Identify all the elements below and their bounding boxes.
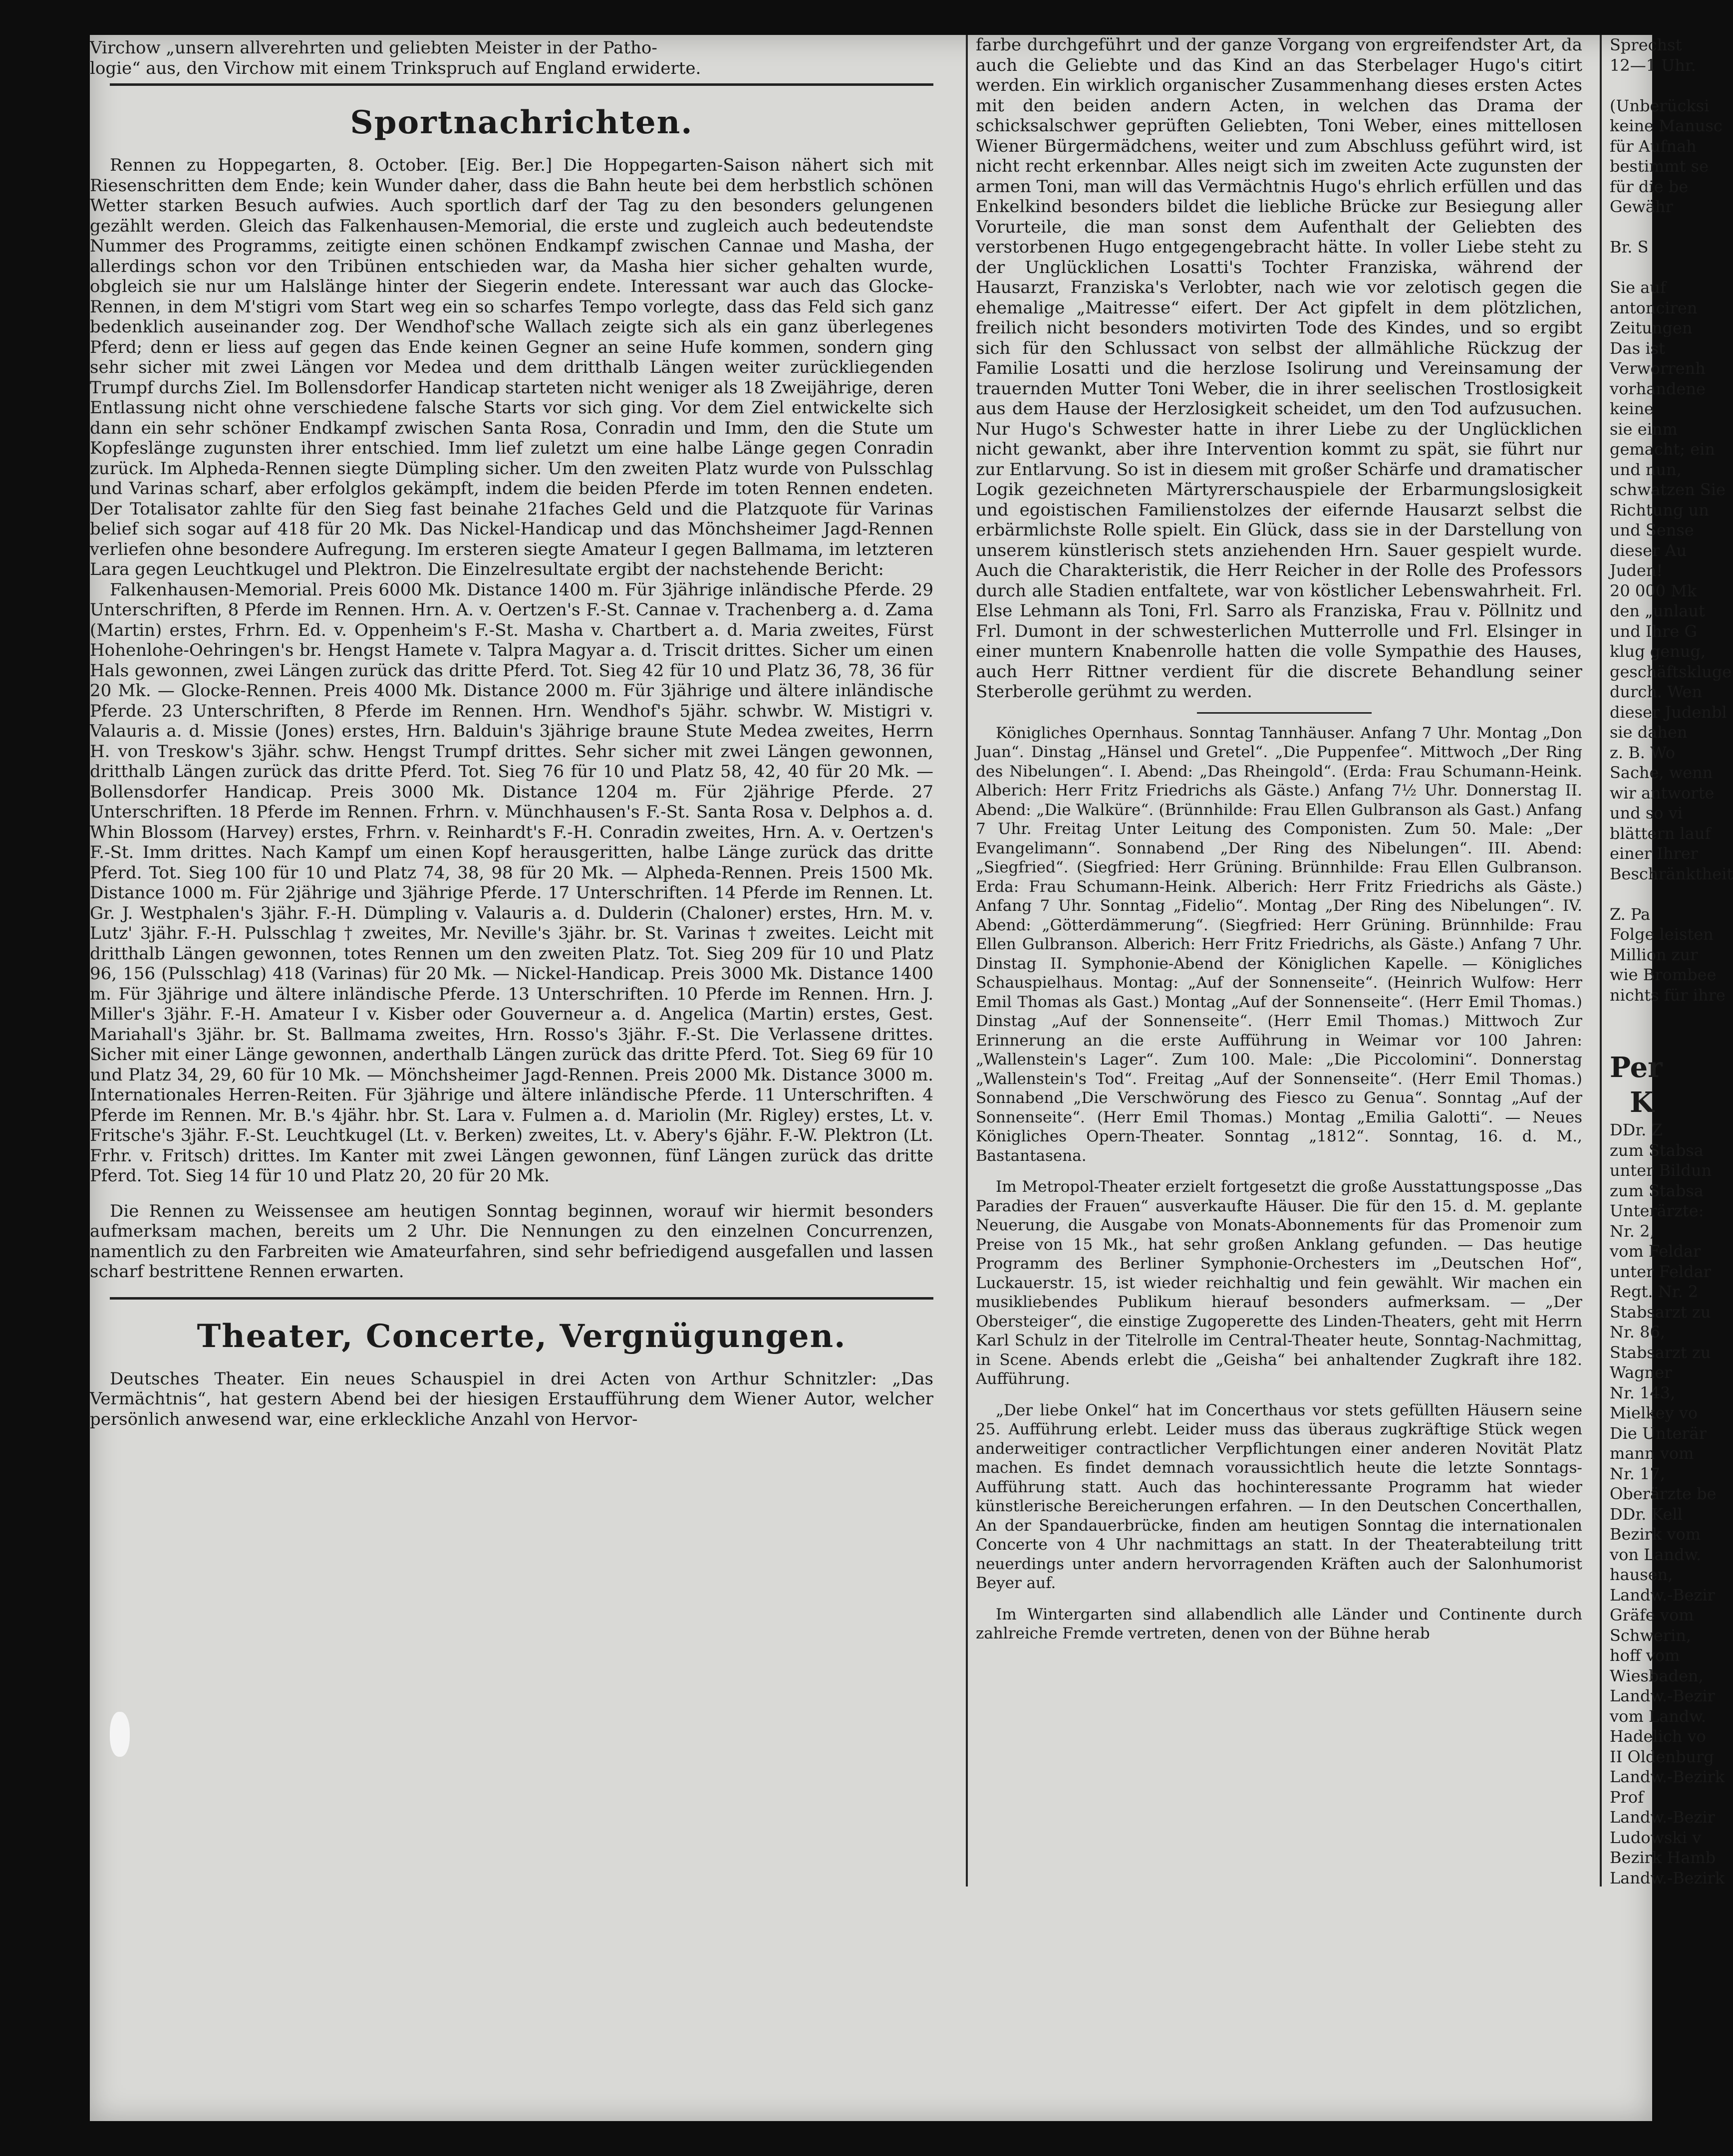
edge-line: Nr. 86,: [1610, 1323, 1666, 1342]
edge-text-bottom: [1610, 1120, 1725, 1888]
edge-line: 20 000 Mk: [1610, 581, 1697, 600]
edge-line: zum Stabsa: [1610, 1181, 1704, 1200]
sport-report-paragraph: Rennen zu Hoppegarten, 8. October. [Eig. Ber.] Die Hoppegarten-Saison nähert sich mit Riesenschritten dem Ende; kein Wunder daher, dass die Bahn heute bei dem herbstlich schönen Wetter starken Besuch aufwies. Auch sportlich darf der Tag zu den besonders gelungenen gezählt werden. Gleich das Falkenhausen-Memorial, die erste und zugleich auch bedeutendste Nummer des Programms, zeitigte einen schönen Endkampf zwischen Cannae und Masha, der allerdings schon vor den Tribünen entschieden war, da Masha hier sicher gehalten wurde, obgleich sie nur um Halslänge hinter der Siegerin endete. Interessant war auch das Glocke-Rennen, in dem M'stigri vom Start weg ein so scharfes Tempo vorlegte, dass das Feld sich ganz bedenklich auseinander zog. Der Wendhof'sche Wallach zeigte sich als ein ganz überlegenes Pferd; denn er liess auf gegen das Ende keinen Gegner an seine Hufe kommen, sondern ging sehr sicher mit zwei Längen vor Medea und dem dritthalb Längen weiter zurückliegenden Trumpf durchs Ziel. Im Bollensdorfer Handicap starteten nicht weniger als 18 Zweijährige, deren Entlassung nicht ohne verschiedene falsche Starts vor sich ging. Vor dem Ziel entwickelte sich dann ein sehr schöner Endkampf zwischen Santa Rosa, Conradin und Imm, den die Stute um Kopfeslänge zugunsten ihrer entschied. Imm lief zuletzt um eine halbe Länge gegen Conradin zurück. Im Alpheda-Rennen siegte Dümpling sicher. Um den zweiten Platz wurde von Pulsschlag und Varinas scharf, aber erfolglos gekämpft, indem die beiden Pferde im toten Rennen endeten. Der Totalisator zahlte für den Sieg fast beinahe 21faches Geld und die Platzquote für Varinas belief sich sogar auf 418 für 20 Mk. Das Nickel-Handicap und das Mönchsheimer Jagd-Rennen verliefen ohne besondere Aufregung. Im ersteren siegte Amateur I gegen Ballmama, im letzteren Lara gegen Leuchtkugel und Plektron. Die Einzelresultate ergibt der nachstehende Bericht:: [90, 155, 933, 579]
theater-paragraph: Deutsches Theater. Ein neues Schauspiel in drei Acten von Arthur Schnitzler: „Das Vermächtnis“, hat gestern Abend bei der hiesigen Erstaufführung dem Wiener Autor, welcher persönlich anwesend war, eine erkleckliche Anzahl von Hervor-: [90, 1368, 933, 1429]
edge-line: Beschränktheit: [1610, 864, 1733, 883]
edge-line: Landw.-Bezir: [1610, 1585, 1715, 1605]
edge-line: antonciren: [1610, 298, 1698, 317]
edge-line: DDr. Kell: [1610, 1504, 1683, 1524]
edge-line: [1610, 884, 1652, 904]
edge-line: hoff vom: [1610, 1646, 1680, 1665]
edge-line: klug genug,: [1610, 642, 1706, 661]
edge-line: Stabsarzt zu: [1610, 1343, 1711, 1362]
edge-line: unter Feldar: [1610, 1262, 1711, 1281]
edge-line: DDr. Z: [1610, 1120, 1663, 1139]
edge-line: unter Bildun: [1610, 1161, 1712, 1180]
edge-line: geschäftskluge: [1610, 662, 1732, 681]
edge-line: Landw.-Bezirk: [1610, 1868, 1725, 1887]
edge-line: II Oldenburg: [1610, 1747, 1714, 1766]
wintergarten-paragraph: Im Wintergarten sind allabendlich alle Länder und Continente durch zahlreiche Fremde vertreten, denen von der Bühne herab: [976, 1605, 1582, 1642]
edge-line: 12—1 Uhr.: [1610, 55, 1696, 75]
edge-line: Juden!: [1610, 561, 1663, 580]
edge-line: Landw.-Bezir: [1610, 1808, 1715, 1827]
metropol-paragraph: Im Metropol-Theater erzielt fortgesetzt die große Ausstattungsposse „Das Paradies der Frauen“ ausverkaufte Häuser. Die für den 15. d. M. geplante Neuerung, die Ausgabe von Monats-Abonnements für das Promenoir zum Preise von 15 Mk., hat sehr großen Anklang gefunden. — Das heutige Programm des Berliner Symphonie-Orchesters im „Deutschen Hof“, Luckauerstr. 15, ist wieder reichhaltig und fein gewählt. Wir machen ein musikliebendes Publikum hierauf besonders aufmerksam. — „Der Obersteiger“, die einstige Zugoperette des Linden-Theaters, geht mit Herrn Karl Schulz in der Titelrolle im Central-Theater heute, Sonntag-Nachmittag, in Scene. Abends erlebt die „Geisha“ bei anhaltender Zugkraft ihre 182. Aufführung.: [976, 1178, 1582, 1388]
top-line-2: logie“ aus, den Virchow mit einem Trinkspruch auf England erwiderte.: [90, 58, 701, 78]
edge-line: vom Landw.: [1610, 1706, 1707, 1726]
edge-line: Landw.-Bezirk: [1610, 1767, 1725, 1786]
edge-heading-line-1: Per: [1610, 1051, 1663, 1084]
edge-line: hausen,: [1610, 1565, 1673, 1584]
edge-line: Das ist: [1610, 338, 1665, 358]
column-rule: [1600, 35, 1602, 1886]
edge-line: sie einm: [1610, 419, 1678, 439]
section-divider: [110, 1297, 933, 1300]
edge-line: und so vi: [1610, 804, 1683, 822]
edge-line: wie Brombee: [1610, 965, 1717, 984]
edge-line: und Sense: [1610, 521, 1694, 539]
edge-heading: [1610, 1050, 1663, 1120]
edge-line: Bezirk Hamb: [1610, 1848, 1716, 1867]
edge-line: einer Ihrer: [1610, 844, 1698, 863]
edge-line: vorhandene: [1610, 379, 1706, 398]
edge-line: Gewähr: [1610, 197, 1673, 216]
edge-line: Million zur: [1610, 945, 1698, 964]
edge-line: sie dahen: [1610, 723, 1688, 742]
edge-line: gemacht; ein: [1610, 440, 1715, 459]
edge-line: für Aufnah: [1610, 136, 1697, 156]
edge-line: Wiesbaden,: [1610, 1666, 1704, 1685]
edge-line: Z. Pa: [1610, 904, 1651, 924]
edge-line: vom Feldar: [1610, 1242, 1701, 1261]
edge-line: Sprechst: [1610, 35, 1682, 54]
sport-section: [90, 155, 953, 1282]
edge-line: den „unlaut: [1610, 601, 1705, 620]
edge-text-top: [1610, 35, 1733, 1005]
sport-results-paragraph: Falkenhausen-Memorial. Preis 6000 Mk. Distance 1400 m. Für 3jährige inländische Pferde. 29 Unterschriften, 8 Pferde im Rennen. Hrn. A. v. Oertzen's F.-St. Cannae v. Trachenberg a. d. Zama (Martin) erstes, Frhrn. Ed. v. Oppenheim's F.-St. Masha v. Chartbert a. d. Maria zweites, Fürst Hohenlohe-Oehringen's br. Hengst Hamete v. Talpra Magyar a. d. Triscit drittes. Sicher um einen Hals gewonnen, zwei Längen zurück das dritte Pferd. Tot. Sieg 42 für 10 und Platz 36, 78, 36 für 20 Mk. — Glocke-Rennen. Preis 4000 Mk. Distance 2000 m. Für 3jährige und ältere inländische Pferde. 23 Unterschriften, 8 Pferde im Rennen. Hrn. Wendhof's 5jähr. schwbr. W. Mistigri v. Valauris a. d. Missie (Jones) erstes, Hrn. Balduin's 3jährige braune Stute Medea zweites, Herrn H. von Treskow's 3jähr. schw. Hengst Trumpf drittes. Sehr sicher mit zwei Längen gewonnen, dritthalb Längen zurück das dritte Pferd. Tot. Sieg 76 für 10 und Platz 58, 42, 40 für 20 Mk. — Bollensdorfer Handicap. Preis 3000 Mk. Distance 1204 m. Für 2jährige Pferde. 27 Unterschriften. 18 Pferde im Rennen. Frhrn. v. Münchhausen's F.-St. Santa Rosa v. Delphos a. d. Whin Blossom (Harvey) erstes, Frhrn. v. Reinhardt's F.-H. Conradin zweites, Hrn. A. v. Oertzen's F.-St. Imm drittes. Nach Kampf um einen Kopf herausgeritten, halbe Länge zurück das dritte Pferd. Tot. Sieg 100 für 10 und Platz 74, 38, 98 für 20 Mk. — Alpheda-Rennen. Preis 1500 Mk. Distance 1000 m. Für 2jährige und 3jährige Pferde. 17 Unterschriften. 14 Pferde im Rennen. Lt. Gr. J. Westphalen's 3jähr. F.-H. Dümpling v. Valauris a. d. Dulderin (Chaloner) erstes, Hrn. M. v. Lutz' 3jähr. F.-H. Pulsschlag † zweites, Mr. Neville's 3jähr. br. St. Varinas † zweites. Leicht mit dritthalb Längen gewonnen, totes Rennen um den zweiten Platz. Tot. Sieg 209 für 10 und Platz 96, 156 (Pulsschlag) 418 (Varinas) für 20 Mk. — Nickel-Handicap. Preis 3000 Mk. Distance 1400 m. Für 3jährige und ältere inländische Pferde. 13 Unterschriften. 10 Pferde im Rennen. Hrn. J. Miller's 3jähr. F.-H. Amateur I v. Kisber oder Gouverneur a. d. Angelica (Martin) erstes, Gest. Mariahall's 3jähr. br. St. Ballmama zweites, Hrn. Rosso's 3jähr. F.-St. Die Verlassene drittes. Sicher mit einer Länge gewonnen, anderthalb Längen zurück das dritte Pferd. Tot. Sieg 69 für 10 und Platz 34, 29, 60 für 10 Mk. — Mönchsheimer Jagd-Rennen. Preis 2000 Mk. Distance 3000 m. Internationales Herren-Reiten. Für 3jährige und ältere inländische Pferde. 11 Unterschriften. 4 Pferde im Rennen. Mr. B.'s 4jähr. hbr. St. Lara v. Fulmen a. d. Mariolin (Mr. Rigley) erstes, Lt. v. Fritsche's 3jähr. F.-St. Leuchtkugel (Lt. v. Berken) zweites, Lt. v. Abery's 6jähr. F.-W. Plektron (Lt. Frhr. v. Fritsch) drittes. Im Kanter mit zwei Längen gewonnen, fünf Längen zurück das dritte Pferd. Tot. Sieg 14 für 10 und Platz 20, 20 für 20 Mk.: [90, 579, 933, 1186]
paper-hole: [110, 1712, 130, 1757]
edge-line: Regt. Nr. 2: [1610, 1282, 1699, 1301]
edge-line: dieser Judenbl: [1610, 702, 1727, 722]
edge-line: Sache, wenn: [1610, 763, 1713, 782]
edge-line: Bezirk vom: [1610, 1525, 1701, 1544]
edge-line: keine: [1610, 399, 1654, 418]
edge-line: Unterärzte:: [1610, 1201, 1704, 1220]
edge-line: dieser Au: [1610, 540, 1687, 560]
edge-line: Hadelich vo: [1610, 1727, 1706, 1746]
opera-paragraph: Königliches Opernhaus. Sonntag Tannhäuser. Anfang 7 Uhr. Montag „Don Juan“. Dinstag „Hänsel und Gretel“. „Die Puppenfee“. Mittwoch „Der Ring des Nibelungen“. I. Abend: „Das Rheingold“. (Erda: Frau Schumann-Heink. Alberich: Herr Fritz Friedrichs als Gäste.) Anfang 7½ Uhr. Donnerstag II. Abend: „Die Walküre“. (Brünnhilde: Frau Ellen Gulbranson als Gast.) Anfang 7 Uhr. Freitag Unter Leitung des Componisten. Zum 50. Male: „Der Evangelimann“. Sonnabend „Der Ring des Nibelungen“. III. Abend: „Siegfried“. (Siegfried: Herr Grüning. Brünnhilde: Frau Ellen Gulbranson. Erda: Frau Schumann-Heink. Alberich: Herr Fritz Friedrichs als Gäste.) Anfang 7 Uhr. Sonntag „Fidelio“. Montag „Der Ring des Nibelungen“. IV. Abend: „Götterdämmerung“. (Siegfried: Herr Grüning. Brünnhilde: Frau Ellen Gulbranson. Alberich: Herr Fritz Friedrichs, als Gäste.) Anfang 7 Uhr. Dinstag II. Symphonie-Abend der Königlichen Kapelle. — Königliches Schauspielhaus. Montag: „Auf der Sonnenseite“. (Heinrich Wulfow: Herr Emil Thomas als Gast.) Montag „Auf der Sonnenseite“. (Herr Emil Thomas.) Dinstag „Auf der Sonnenseite“. (Herr Emil Thomas.) Mittwoch Zur Erinnerung an die erste Aufführung in Weimar vor 100 Jahren: „Wallenstein's Lager“. Zum 100. Male: „Die Piccolomini“. Donnerstag „Wallenstein's Tod“. Freitag „Auf der Sonnenseite“. (Herr Emil Thomas.) Sonnabend „Die Verschwörung des Fiesco zu Genua“. Sonntag „Auf der Sonnenseite“. (Herr Emil Thomas.) Montag „Emilia Galotti“. — Neues Königliches Opern-Theater. Sonntag „1812“. Sonntag, 16. d. M., Bastantasena.: [976, 724, 1582, 1165]
edge-line: und Ihre G: [1610, 621, 1698, 641]
edge-line: Gräfe vom: [1610, 1606, 1694, 1624]
edge-line: schwatzen Sie: [1610, 480, 1726, 499]
edge-line: z. B. Wo: [1610, 743, 1676, 762]
edge-line: [1610, 258, 1652, 278]
edge-heading-line-2: K: [1630, 1086, 1654, 1119]
edge-line: von Landw.: [1610, 1545, 1702, 1564]
edge-line: Ludowski v: [1610, 1828, 1702, 1847]
edge-line: blättern lauf: [1610, 823, 1711, 843]
edge-line: keine Manusc: [1610, 116, 1723, 135]
edge-line: nichts für ihre: [1610, 985, 1726, 1005]
edge-line: bestimmt se: [1610, 157, 1709, 176]
edge-line: mann vom: [1610, 1444, 1694, 1463]
edge-line: Die Unterär: [1610, 1423, 1707, 1443]
edge-line: Verworrenh: [1610, 359, 1706, 378]
edge-line: (Unberücksi: [1610, 96, 1710, 115]
edge-line: und nun,: [1610, 460, 1682, 479]
edge-line: Oberärzte be: [1610, 1484, 1717, 1503]
short-divider: [1197, 712, 1372, 714]
edge-line: Nr. 143,: [1610, 1383, 1676, 1402]
edge-line: Nr. 2,: [1610, 1221, 1655, 1241]
edge-line: zum Stabsa: [1610, 1140, 1704, 1160]
column-left: [90, 35, 953, 2061]
edge-line: [1610, 75, 1652, 96]
edge-line: Landw.-Bezir: [1610, 1686, 1715, 1705]
edge-line: Sie auf: [1610, 278, 1666, 297]
edge-line: [1610, 217, 1652, 238]
edge-line: für die be: [1610, 177, 1689, 196]
edge-line: Prof: [1610, 1787, 1644, 1807]
newspaper-page: [90, 35, 1733, 2121]
section-divider: [110, 83, 933, 86]
edge-line: Br. S: [1610, 238, 1649, 257]
weissensee-paragraph: Die Rennen zu Weissensee am heutigen Sonntag beginnen, worauf wir hiermit besonders aufmerksam machen, bereits um 2 Uhr. Die Nennungen zu den einzelnen Concurrenzen, namentlich zu den Farbreiten wie Amateurfahren, sind sehr befriedigend ausgefallen und lassen scharf bestrittene Rennen erwarten.: [90, 1201, 933, 1282]
edge-line: Zeitungen: [1610, 318, 1693, 337]
edge-line: Nr. 17,: [1610, 1464, 1666, 1483]
edge-line: Richtung un: [1610, 500, 1709, 520]
column-right-edge: [1610, 35, 1733, 2061]
theater-heading: Theater, Concerte, Vergnügungen.: [197, 1317, 847, 1355]
top-line-1: Virchow „unsern allverehrten und geliebten Meister in der Patho-: [90, 38, 657, 58]
column-middle: [976, 35, 1592, 2061]
concerthaus-paragraph: „Der liebe Onkel“ hat im Concerthaus vor stets gefüllten Häusern seine 25. Aufführung erlebt. Leider muss das überaus zugkräftige Stück wegen anderweitiger contractlicher Verpflichtungen einer anderen Novität Platz machen. Es findet demnach voraussichtlich heute die letzte Sonntags-Aufführung statt. Auch das hochinteressante Programm hat wieder künstlerische Bereicherungen erfahren. — In den Deutschen Concerthallen, An der Spandauerbrücke, finden am heutigen Sonntag die internationalen Concerte von 4 Uhr nachmittags an statt. In der Theaterabteilung tritt neuerdings unter andern hervorragenden Kräften auch der Salonhumorist Beyer auf.: [976, 1401, 1582, 1592]
edge-line: Mielkey vo: [1610, 1403, 1698, 1422]
edge-line: durch. Wen: [1610, 682, 1703, 701]
column-rule: [966, 35, 968, 1886]
edge-line: wir antworte: [1610, 783, 1715, 803]
edge-line: Stabsarzt zu: [1610, 1302, 1711, 1322]
edge-line: Wagner: [1610, 1363, 1672, 1382]
sport-heading: Sportnachrichten.: [350, 104, 693, 141]
review-paragraph: farbe durchgeführt und der ganze Vorgang von ergreifendster Art, da auch die Geliebte und das Kind an das Sterbelager Hugo's citirt werden. Ein wirklich organischer Zusammenhang dieses ersten Actes mit den beiden andern Acten, in welchen das Drama der schicksalschwer geprüften Geliebten, Toni Weber, eines mittellosen Wiener Bürgermädchens, weiter und zum Abschluss geführt wird, ist nicht recht erkennbar. Alles neigt sich im zweiten Acte zugunsten der armen Toni, man will das Vermächtnis Hugo's ehrlich erfüllen und das Enkelkind besonders bildet die liebliche Brücke zur Besiegung aller Vorurteile, die man sonst dem Aufenthalt der Geliebten des verstorbenen Hugo entgegengebracht hätte. In voller Liebe steht zu der Unglücklichen Losatti's Tochter Franziska, während der Hausarzt, Franziska's Verlobter, nach wie vor zelotisch gegen die ehemalige „Maitresse“ eifert. Der Act gipfelt in dem plötzlichen, freilich nicht besonders motivirten Tode des Kindes, und so ergibt sich für den Schlussact von selbst der allmähliche Rückzug der Familie Losatti und die herzlose Isolirung und Vereinsamung der trauernden Mutter Toni Weber, die in ihrer seelischen Trostlosigkeit aus dem Hause der Herzlosigkeit scheidet, um den Tod aufzusuchen. Nur Hugo's Schwester hatte in ihrer Liebe zu der Unglücklichen nicht gewankt, aber ihre Intervention kommt zu spät, sie führt nur zur Entlarvung. So ist in diesem mit großer Schärfe und dramatischer Logik gezeichneten Märtyrerschauspiele der Erbarmungslosigkeit und egoistischen Familienstolzes der eifernde Hausarzt selbst die erbärmlichste Rolle spielt. Ein Glück, dass sie in der Darstellung von unserem künstlerisch stets anziehenden Hrn. Sauer gespielt wurde. Auch die Charakteristik, die Herr Reicher in der Rolle des Professors durch alle Stadien entfaltete, war von köstlicher Lebenswahrheit. Frl. Else Lehmann als Toni, Frl. Sarro als Franziska, Frau v. Pöllnitz und Frl. Dumont in der schwesterlichen Mutterrolle und Frl. Elsinger in einer muntern Knabenrolle hatten die volle Sympathie des Hauses, auch Herr Rittner verdient für die discrete Behandlung seiner Sterberolle gerühmt zu werden.: [976, 35, 1582, 702]
edge-line: Schwerin,: [1610, 1625, 1692, 1645]
edge-line: Folge leisten: [1610, 925, 1714, 944]
